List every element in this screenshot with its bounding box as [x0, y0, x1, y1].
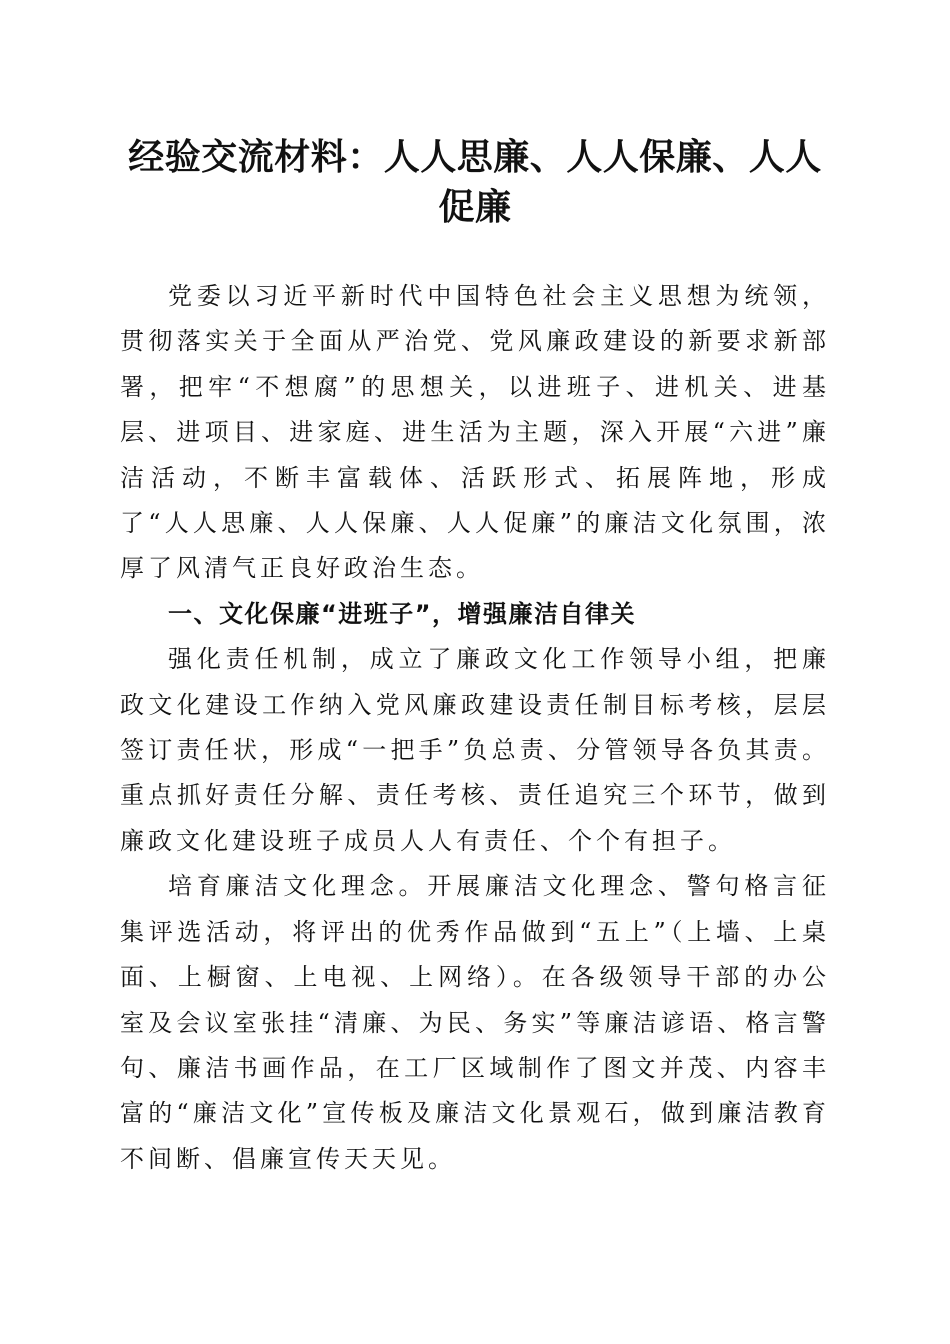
document-body: [120, 274, 830, 1182]
section-heading: 一、文化保廉“进班子”，增强廉洁自律关: [168, 599, 637, 628]
intro-paragraph: 党委以习近平新时代中国特色社会主义思想为统领，贯彻落实关于全面从严治党、党风廉政建设的新要求新部署，把牢“不想腐”的思想关，以进班子、进机关、进基层、进项目、进家庭、进生活为主题，深入开展“六进”廉洁活动，不断丰富载体、活跃形式、拓展阵地，形成了“人人思廉、人人保廉、人人促廉”的廉洁文化氛围，浓厚了风清气正良好政治生态。: [120, 282, 830, 583]
section-paragraph-culture: 培育廉洁文化理念。开展廉洁文化理念、警句格言征集评选活动，将评出的优秀作品做到“五上”（上墙、上桌面、上橱窗、上电视、上网络）。在各级领导干部的办公室及会议室张挂“清廉、为民、务实”等廉洁谚语、格言警句、廉洁书画作品，在工厂区域制作了图文并茂、内容丰富的“廉洁文化”宣传板及廉洁文化景观石，做到廉洁教育不间断、倡廉宣传天天见。: [120, 872, 830, 1173]
document-title: 经验交流材料：人人思廉、人人保廉、人人促廉: [128, 136, 822, 228]
section-paragraph-responsibility: 强化责任机制，成立了廉政文化工作领导小组，把廉政文化建设工作纳入党风廉政建设责任制目标考核，层层签订责任状，形成“一把手”负总责、分管领导各负其责。重点抓好责任分解、责任考核、责任追究三个环节，做到廉政文化建设班子成员人人有责任、个个有担子。: [120, 645, 830, 855]
